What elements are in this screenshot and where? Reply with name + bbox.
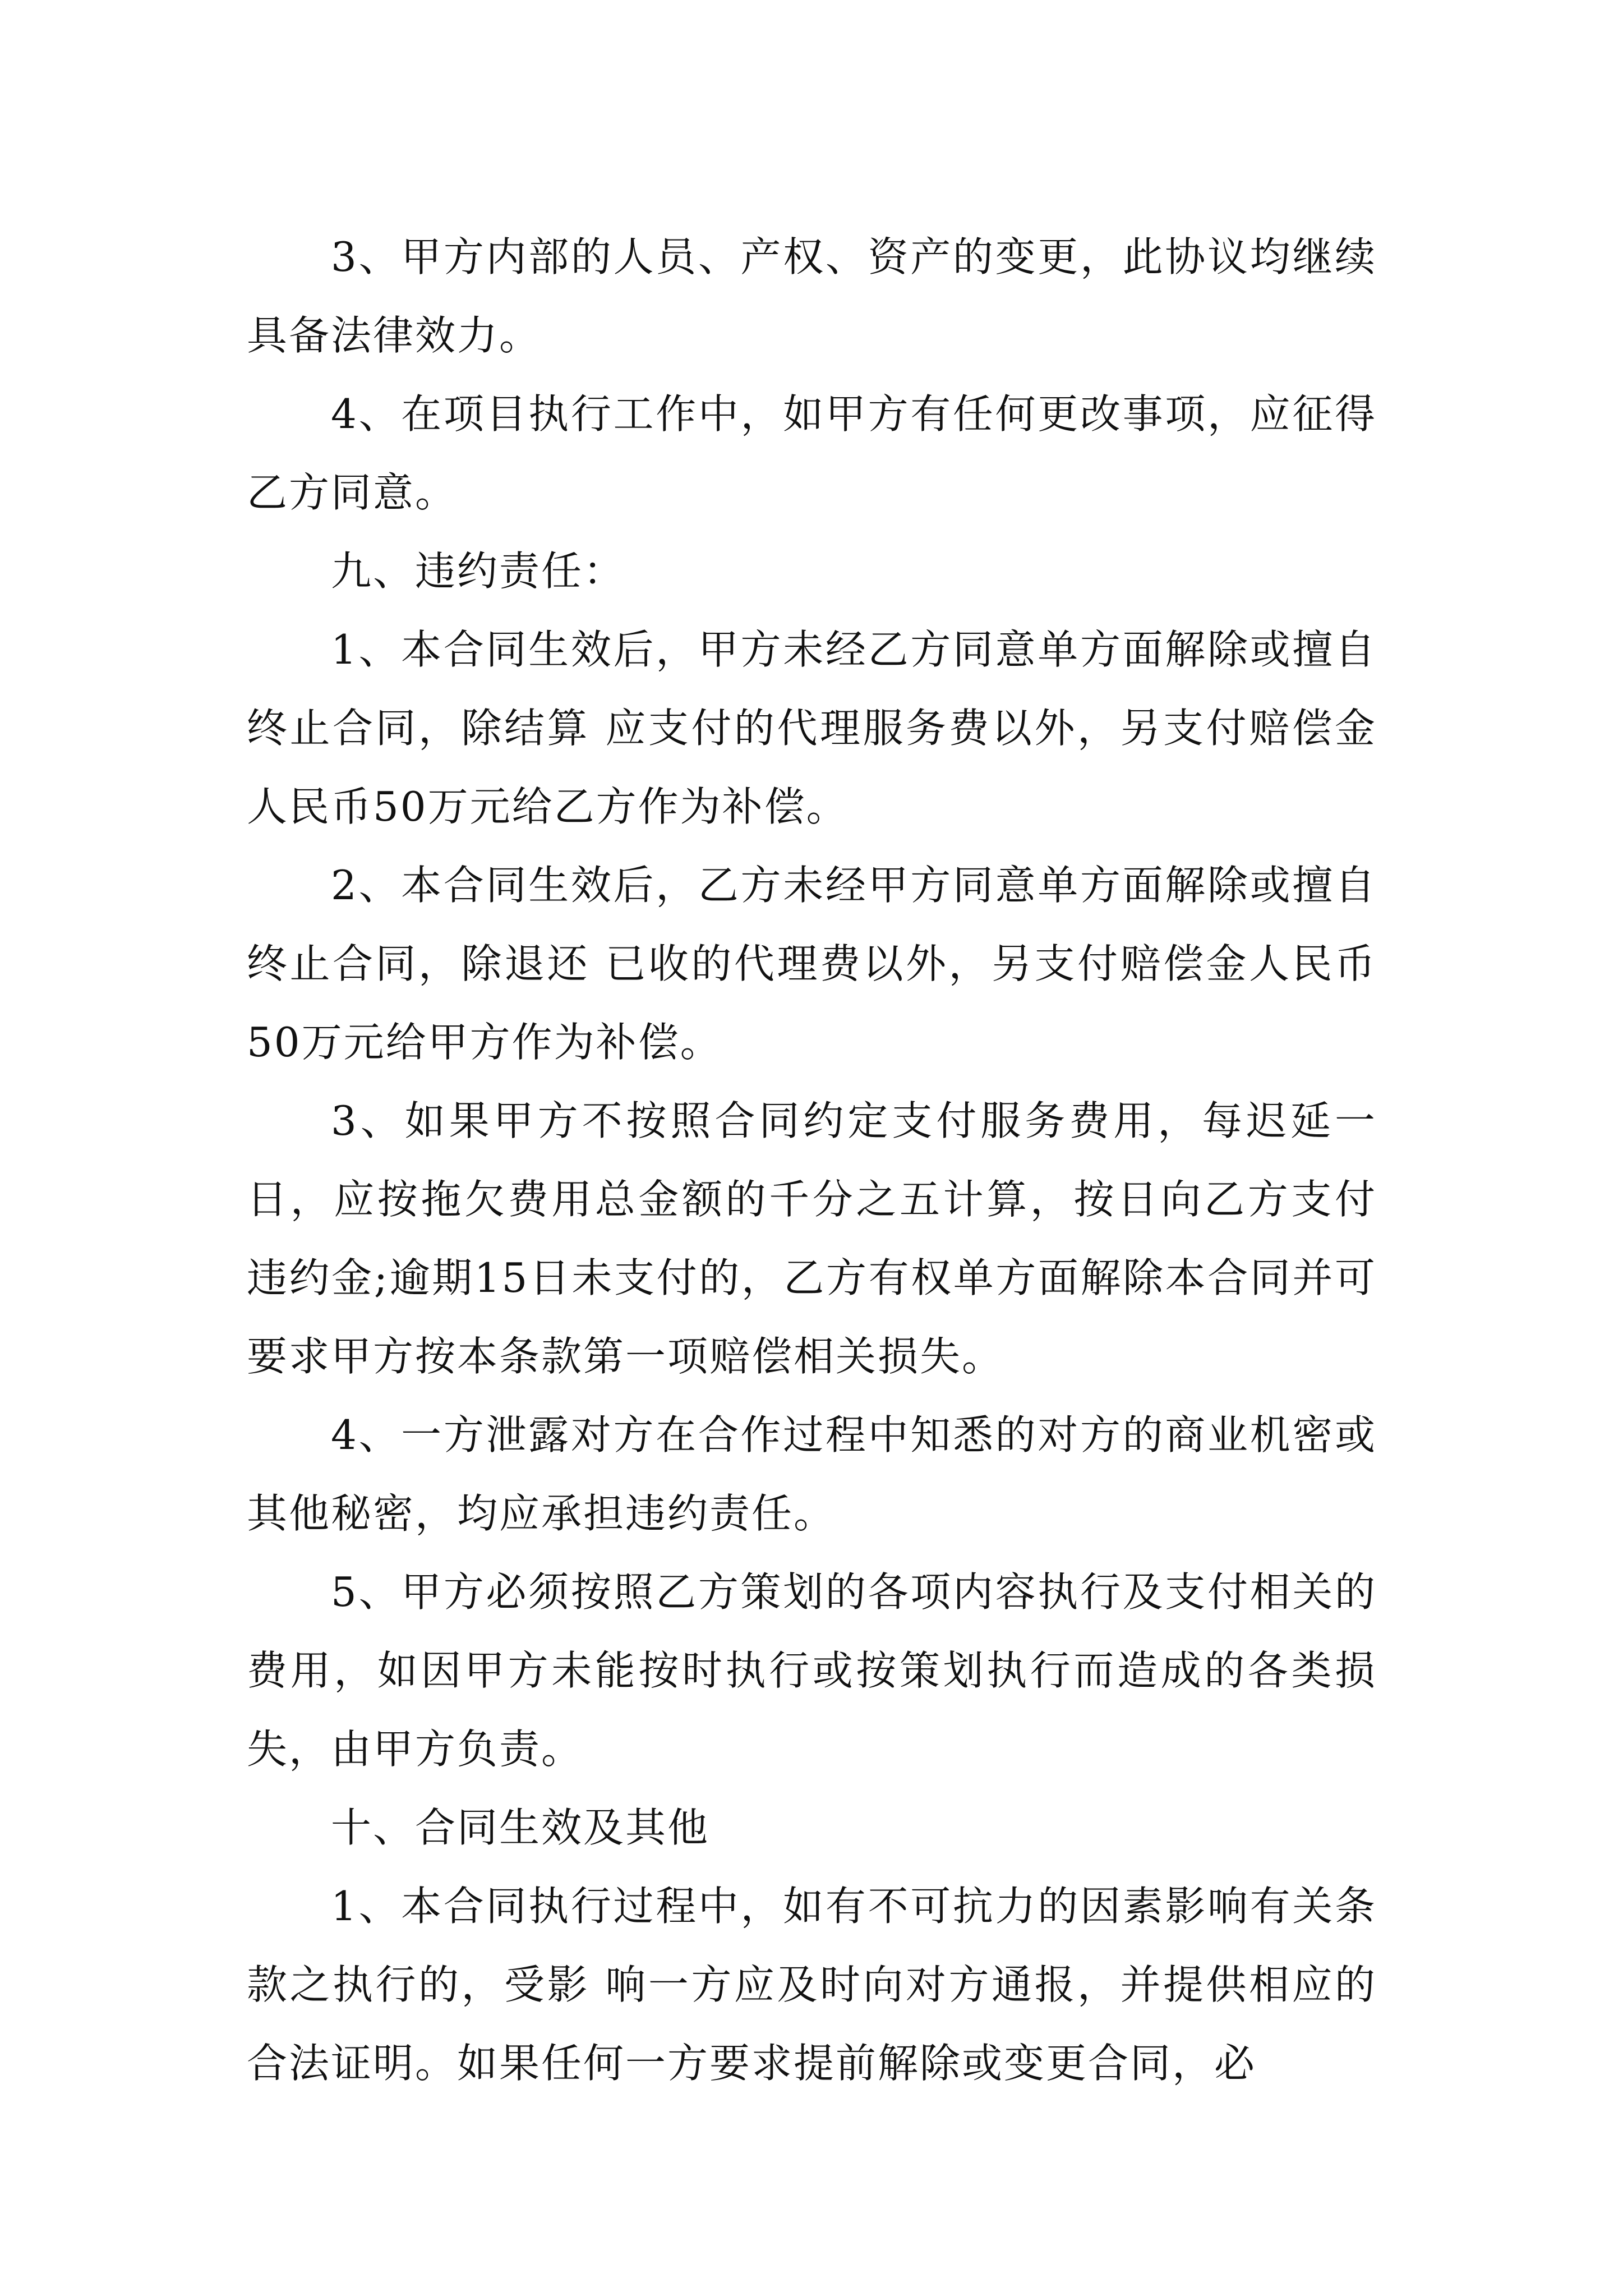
paragraph-clause-8-3: 3、甲方内部的人员、产权、资产的变更，此协议均继续具备法律效力。 (247, 233, 1377, 359)
paragraph-clause-8-4: 4、在项目执行工作中，如甲方有任何更改事项，应征得乙方同意。 (247, 390, 1377, 516)
section-heading-breach-liability: 九、违约责任： (331, 547, 626, 595)
document-body (247, 218, 1377, 2102)
paragraph-clause-9-3: 3、如果甲方不按照合同约定支付服务费用，每迟延一日，应按拖欠费用总金额的千分之五计算，按日向乙方支付违约金;逾期15日未支付的，乙方有权单方面解除本合同并可要求甲方按本条款第一项赔偿相关损失。 (247, 1097, 1377, 1380)
paragraph-clause-9-1: 1、本合同生效后，甲方未经乙方同意单方面解除或擅自终止合同，除结算 应支付的代理服务费以外，另支付赔偿金人民币50万元给乙方作为补偿。 (247, 626, 1377, 830)
paragraph-clause-10-1: 1、本合同执行过程中，如有不可抗力的因素影响有关条款之执行的，受影 响一方应及时向对方通报，并提供相应的合法证明。如果任何一方要求提前解除或变更合同，必 (247, 1883, 1377, 2087)
paragraph-clause-9-4: 4、一方泄露对方在合作过程中知悉的对方的商业机密或其他秘密，均应承担违约责任。 (247, 1411, 1377, 1537)
paragraph-clause-9-5: 5、甲方必须按照乙方策划的各项内容执行及支付相关的费用，如因甲方未能按时执行或按策划执行而造成的各类损失，由甲方负责。 (247, 1568, 1377, 1773)
section-heading-effectiveness: 十、合同生效及其他 (331, 1804, 710, 1851)
paragraph-clause-9-2: 2、本合同生效后，乙方未经甲方同意单方面解除或擅自终止合同，除退还 已收的代理费以外，另支付赔偿金人民币50万元给甲方作为补偿。 (247, 862, 1377, 1066)
